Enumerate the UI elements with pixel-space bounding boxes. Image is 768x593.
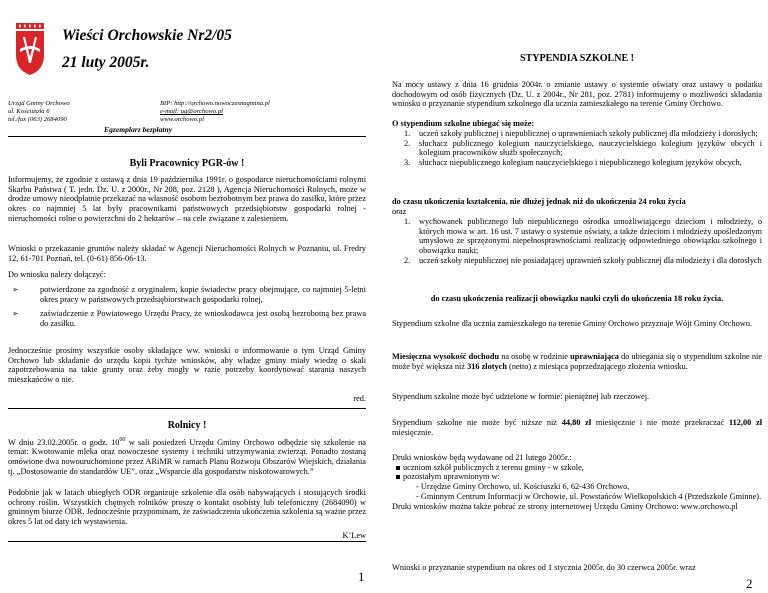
age-limit-18: do czasu ukończenia realizacji obowiązku nauki czyli do ukończenia 18 roku życia.: [430, 294, 724, 303]
scholarship-intro: Na mocy ustawy z dnia 16 grudnia 2004r. o zmianie ustawy o systemie oświaty oraz ustawy o podatku dochodowym od osób fizycznych (Dz. U. z 2004r., Nr 281, poz. 2781) informujemy o możliwości składania wniosku o przyznanie stypendium szkolnego dla ucznia zamieszkałego na terenie Gminy Orchowo.: [392, 80, 762, 109]
list-item: ➢ potwierdzone za zgodność z oryginałem, kopie świadectw pracy obejmujące, co najmniej 5-letni okres pracy w państwowych przedsiębiorstwach gospodarki rolnej,: [12, 285, 366, 304]
list-item: - Urzędzie Gminy Orchowo, ul. Kościuszki 6, 62-436 Orchowo,: [416, 482, 630, 492]
article-pgr-paragraph-1: Informujemy, że zgodnie z ustawą z dnia 19 października 1991r. o gospodarce nieruchomościami rolnymi Skarbu Państwa ( T. jedn. Dz. U. z 2000r., Nr 208, poz. 2128 ), Agencja Nieruchomości Rolnych, może w drodze umowy nieodpłatnie przekazać na własność osobom bezrobotnym bez prawa do zasiłku, które przez okres co najmniej 5 lat były pracownikami państwowych przedsiębiorstw gospodarki rolnej - nieruchomości rolne o powierzchni do 2 hektarów – na cele związane z zalesieniem.: [8, 175, 366, 223]
list-item: - Gminnym Centrum Informacji w Orchowie, ul. Powstańców Wielkopolskich 4 (Przedszkole Gminne).: [416, 491, 762, 501]
newsletter-title: Wieści Orchowskie Nr2/05: [62, 27, 232, 44]
page-number: 2: [746, 576, 753, 591]
bip-link[interactable]: BIP: http://orchowo.nowoczesnagmina.pl: [160, 100, 270, 107]
forms-info: [392, 453, 762, 511]
office-phone: tel./fax (063) 2684090: [8, 116, 67, 124]
website-link[interactable]: www.orchowo.pl: [160, 116, 204, 124]
orchowo-coat-of-arms-icon: [16, 23, 44, 75]
article-pgr-paragraph-3: Jednocześnie prosimy wszystkie osoby składające ww. wnioski o informowanie o tym Urząd Gminy Orchowo lub składanie do urzędu kopii tychże wniosków, aby władze gminy miały wiedzę o skali zapotrzebowania na takie grunty oraz żeby mogły w razie potrzeby koordynować starania naszych mieszkańców o nie.: [8, 346, 366, 385]
list-item: 2. uczeń szkoły niepublicznej nie posiadającej uprawnień szkoły publicznej dla młodzieży i dla dorosłych: [404, 255, 762, 265]
article-farmers-paragraph-2: Podobnie jak w latach ubiegłych ODR organizuje szkolenie dla osób nabywających i stosujących środki ochrony roślin. Wszystkich chętnych rolników proszę o kontakt osobisty lub telefoniczny (2684090) w gminnym biurze ODR. Jednocześnie przypominam, że zaświadczenia ukończenia szkolenia są ważne przez okres 5 lat od daty ich wystawienia.: [8, 488, 366, 527]
scholarship-heading: STYPENDIA SZKOLNE !: [520, 53, 634, 64]
list-item: uczniom szkół publicznych z terenu gminy - w szkole,: [392, 463, 762, 473]
article-divider: [8, 408, 366, 409]
list-item: 2. słuchacz publicznego kolegium nauczycielskiego, nauczycielskiego kolegium języków obcych i kolegium pracowników służb społecznych;: [404, 138, 762, 158]
age-limit-24: do czasu ukończenia kształcenia, nie dłużej jednak niż do ukończenia 24 roku życia: [392, 197, 686, 206]
attachments-intro: Do wniosku należy dołączyć:: [8, 270, 106, 279]
scholarship-amount-text: Stypendium szkolne nie może być niższe niż 44,80 zł miesięcznie i nie może przekraczać 112,00 zł miesięcznie.: [392, 418, 762, 437]
article-divider: [8, 541, 366, 542]
newsletter-date: 21 luty 2005r.: [62, 54, 150, 71]
forms-intro: Druki wniosków będą wydawane od 21 lutego 2005r.:: [392, 453, 572, 462]
arrow-bullet-icon: ➢: [12, 285, 19, 294]
office-name: Urząd Gminy Orchowo: [8, 100, 70, 107]
article-pgr-heading: Byli Pracownicy PGR-ów !: [129, 158, 245, 169]
arrow-bullet-icon: ➢: [12, 309, 19, 319]
free-copy-label: Egzemplarz bezpłatny: [104, 125, 173, 134]
article-pgr-signature: red.: [353, 394, 366, 403]
article-farmers-heading: Rolnicy !: [167, 420, 207, 431]
second-eligible-list: [392, 217, 762, 266]
grant-authority-text: Stypendium szkolne dla ucznia zamieszkałego na terenie Gminy Orchowo przyznaje Wójt Gminy Orchowo.: [392, 319, 752, 328]
email-link[interactable]: e-mail: ug@orchowo.pl: [160, 108, 223, 116]
masthead-divider: [8, 136, 366, 137]
attachments-list: [8, 285, 366, 334]
article-farmers-signature: K’Lew: [342, 531, 366, 540]
contact-block: [160, 100, 270, 125]
list-item: 3. słuchacz niepublicznego kolegium nauczycielskiego i niepublicznego kolegium języków obcych,: [404, 158, 742, 168]
square-bullet-icon: [396, 475, 400, 479]
oraz-label: oraz: [392, 207, 407, 216]
income-limit-text: Miesięczna wysokość dochodu na osobę w rodzinie uprawniająca do ubiegania się o stypendium szkolne nie może być większa niż 316 złotych (netto) z miesiąca poprzedzającego złożenia wniosku.: [392, 352, 762, 371]
eligible-heading: O stypendium szkolne ubiegać się może:: [392, 119, 535, 128]
page-number: 1: [358, 569, 365, 584]
list-item: 1. uczeń szkoły publicznej i niepublicznej o uprawnieniach szkoły publicznej dla młodzieży i dorosłych;: [404, 129, 758, 138]
download-info: Druki wniosków można także pobrać ze strony internetowej Urzędu Gminy Orchowo: www.orchowo.pl: [392, 501, 738, 511]
article-farmers-paragraph-1: W dniu 23.02.2005r. o godz. $10^{00}$ w sali posiedzeń Urzędu Gminy Orchowo odbędzie się szkolenie na temat: Kwotowanie mleka oraz nowoczesne systemy i techniki utrzymywania zwierząt. Ponadto zostaną omówione dwa nowouruchomione przez ARiMR w ramach Planu Rozwoju Obszarów Wiejskich, działania tj. „Dostosowanie do standardów UE”, oraz „Wsparcie dla gospodarstw niskotowarowych.”: [8, 437, 366, 476]
square-bullet-icon: [396, 466, 400, 470]
page-2: [384, 0, 768, 593]
scholarship-form-text: Stypendium szkolne może być udzielone w formie: pieniężnej lub rzeczowej.: [392, 392, 650, 401]
list-item: pozostałym uprawnionym w:: [392, 472, 762, 482]
deadline-text: Wnioski o przyznanie stypendium na okres od 1 stycznia 2005r. do 30 czerwca 2005r. wraz: [392, 563, 696, 572]
list-item: 1. wychowanek publicznego lub niepublicznego ośrodka umożliwiającego dzieciom i młodzieży, o których mowa w art. 16 ust. 7 ustawy o systemie oświaty, a także dzieciom i młodzieży upośledzonym umysłowo ze sprzężonymi niepełnosprawnościami realizację odpowiedniego obowiązku szkolnego i obowiązku nauki;: [404, 217, 762, 256]
article-pgr-paragraph-2: Wnioski o przekazanie gruntów należy składać w Agencji Nieruchomości Rolnych w Poznaniu, ul. Fredry 12, 61-701 Poznań, tel. (0-61) 856-06-13.: [8, 244, 366, 263]
eligible-list: [392, 129, 762, 168]
list-item: ➢ zaświadczenie z Powiatowego Urzędu Pracy, że wnioskodawca jest osobą bezrobotną bez prawa do zasiłku.: [12, 309, 366, 329]
office-address: [8, 100, 70, 125]
office-street: ul. Kościuszki 6: [8, 108, 50, 116]
